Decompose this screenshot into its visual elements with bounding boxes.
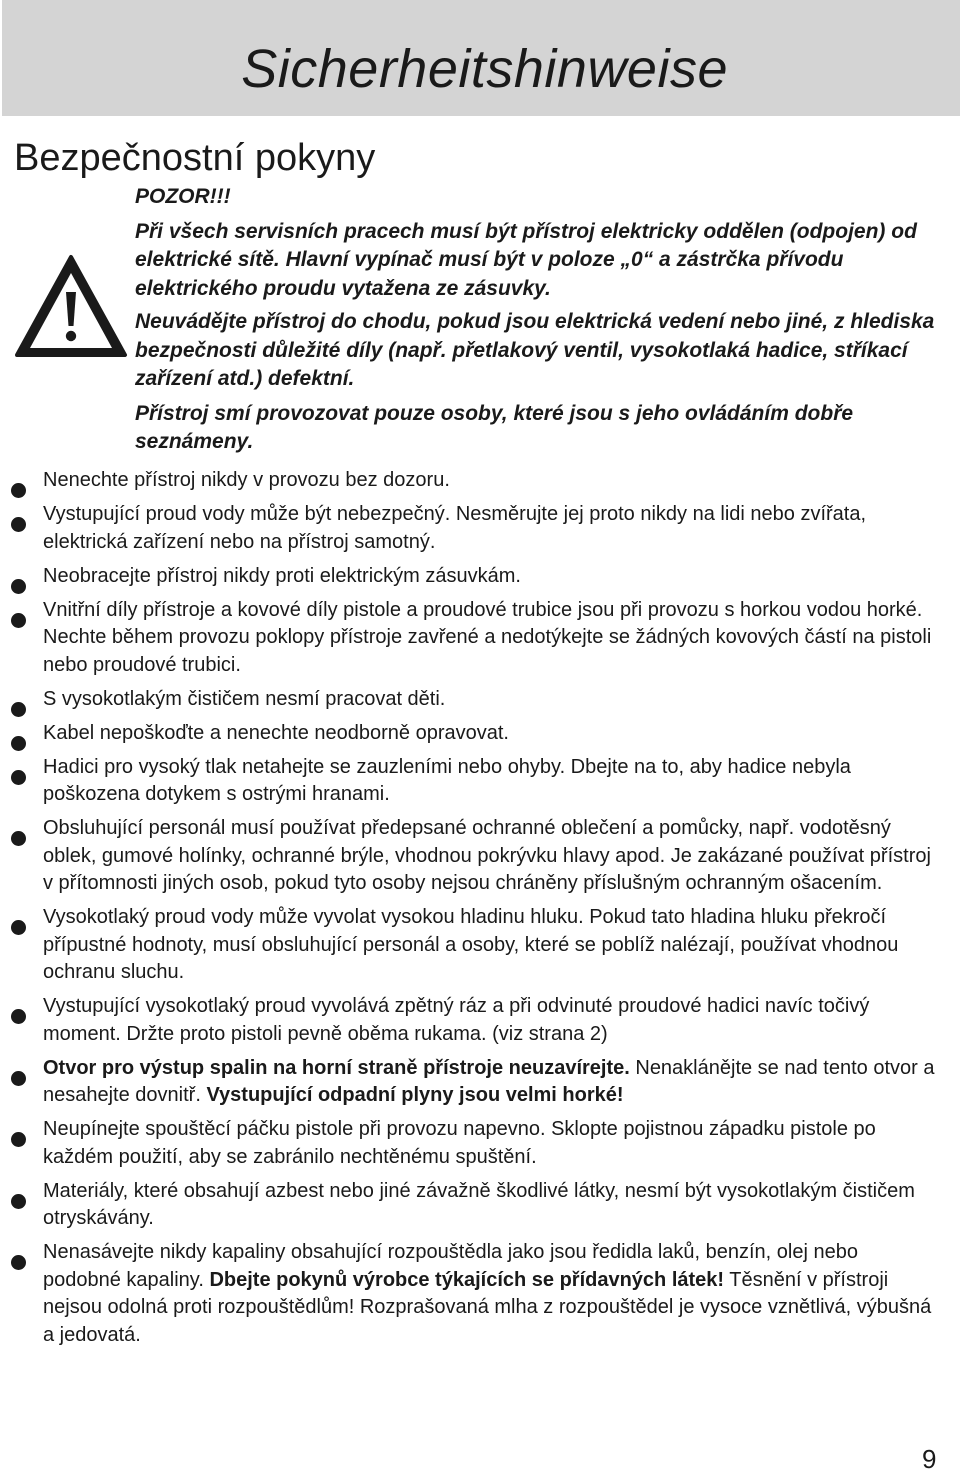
list-item-bold-text: Vystupující odpadní plyny jsou velmi horké! (206, 1084, 624, 1106)
bullet-dot-icon (11, 517, 26, 532)
list-item (0, 467, 960, 495)
header-band (2, 0, 960, 116)
list-item-text: Kabel nepoškoďte a nenechte neodborně opravovat. (43, 721, 509, 744)
list-item-text: Nenechte přístroj nikdy v provozu bez dozoru. (43, 469, 450, 491)
safety-bullet-list (0, 467, 960, 1356)
list-item-bold-text: Otvor pro výstup spalin na horní straně přístroje neuzavírejte. (43, 1056, 630, 1079)
list-item-text: Nenaklánějte se nad tento otvor a nesahejte dovnitř. (43, 1056, 935, 1106)
list-item (0, 501, 960, 556)
bullet-dot-icon (11, 613, 26, 628)
list-item-text: Vysokotlaký proud vody může vyvolat vysokou hladinu hluku. Pokud tato hladina hluku překročí přípustné hodnoty, musí obsluhující personál a osoby, které se poblíž nalézají, používat vhodnou ochranu sluchu. (43, 906, 899, 983)
list-item (0, 1055, 960, 1110)
bullet-dot-icon (11, 702, 26, 717)
page-title: Sicherheitshinweise (241, 39, 728, 99)
list-item (0, 597, 960, 680)
bullet-dot-icon (11, 1071, 26, 1086)
list-item-text: Neobracejte přístroj nikdy proti elektrickým zásuvkám. (43, 564, 521, 587)
page-number: 9 (922, 1444, 937, 1474)
list-item (0, 904, 960, 987)
list-item (0, 686, 960, 714)
bullet-dot-icon (11, 1009, 26, 1024)
bullet-dot-icon (11, 1132, 26, 1147)
bullet-dot-icon (11, 770, 26, 785)
list-item (0, 993, 960, 1048)
bullet-dot-icon (11, 1255, 26, 1270)
warning-paragraph: Při všech servisních pracech musí být přístroj elektricky oddělen (odpojen) od elektrické sítě. Hlavní vypínač musí být v poloze „0“ a zástrčka přívodu elektrického proudu vytažena ze zásuvky. (135, 219, 917, 300)
list-item-text: Obsluhující personál musí používat předepsané ochranné oblečení a pomůcky, např. vodotěsný oblek, gumové holínky, ochranné brýle, vhodnou pokrývku hlavy apod. Je zakázané používat přístroj v přítomnosti jiných osob, pokud tyto osoby nejsou chráněny příslušným ochranným ošacením. (43, 817, 931, 894)
warning-block (135, 183, 935, 457)
bullet-dot-icon (11, 831, 26, 846)
bullet-dot-icon (11, 920, 26, 935)
list-item-text: Materiály, které obsahují azbest nebo jiné závažně škodlivé látky, nesmí být vysokotlakým čističem otryskávány. (43, 1179, 915, 1229)
list-item (0, 1239, 960, 1349)
list-item-text: Vystupující proud vody může být nebezpečný. Nesměrujte jej proto nikdy na lidi nebo zvířata, elektrická zařízení nebo na přístroj samotný. (43, 503, 867, 553)
list-item-text: Těsnění v přístroji nejsou odolná proti rozpouštědlům! Rozprašovaná mlha z rozpouštědel je vysoce vznětlivá, výbušná a jedovatá. (43, 1268, 932, 1346)
bullet-dot-icon (11, 736, 26, 751)
bullet-dot-icon (11, 579, 26, 594)
bullet-dot-icon (11, 483, 26, 498)
list-item (0, 1116, 960, 1171)
list-item (0, 754, 960, 809)
list-item (0, 563, 960, 591)
warning-paragraph: Přístroj smí provozovat pouze osoby, které jsou s jeho ovládáním dobře seznámeny. (135, 401, 854, 453)
list-item-text: Nenasávejte nikdy kapaliny obsahující rozpouštědla jako jsou ředidla laků, benzín, olej nebo podobné kapaliny. (43, 1241, 858, 1291)
list-item-text: S vysokotlakým čističem nesmí pracovat děti. (43, 687, 446, 710)
bullet-dot-icon (11, 1194, 26, 1209)
warning-heading: POZOR!!! (135, 185, 231, 208)
list-item-text: Vystupující vysokotlaký proud vyvolává zpětný ráz a při odvinuté proudové hadici navíc točivý moment. Držte proto pistoli pevně oběma rukama. (viz strana 2) (43, 995, 870, 1045)
list-item-text: Vnitřní díly přístroje a kovové díly pistole a proudové trubice jsou při provozu s horkou vodou horké. Nechte během provozu poklopy přístroje zavřené a nedotýkejte se žádných kovových částí na pistoli nebo proudové trubici. (43, 598, 932, 676)
list-item (0, 720, 960, 748)
warning-triangle-exclamation-icon (14, 254, 128, 358)
warning-paragraph: Neuvádějte přístroj do chodu, pokud jsou elektrická vedení nebo jiné, z hlediska bezpečnosti důležité díly (např. přetlakový ventil, vysokotlaká hadice, stříkací zařízení atd.) defektní. (135, 310, 935, 390)
list-item (0, 815, 960, 898)
list-item (0, 1178, 960, 1233)
list-item-text: Neupínejte spouštěcí páčku pistole při provozu napevno. Sklopte pojistnou západku pistole po každém použití, aby se zabránilo nechtěnému spuštění. (43, 1118, 876, 1168)
list-item-bold-text: Dbejte pokynů výrobce týkajících se přídavných látek! (209, 1268, 725, 1291)
list-item-text: Hadici pro vysoký tlak netahejte se zauzleními nebo ohyby. Dbejte na to, aby hadice nebyla poškozena dotykem s ostrými hranami. (43, 755, 851, 805)
section-title: Bezpečnostní pokyny (14, 137, 376, 179)
